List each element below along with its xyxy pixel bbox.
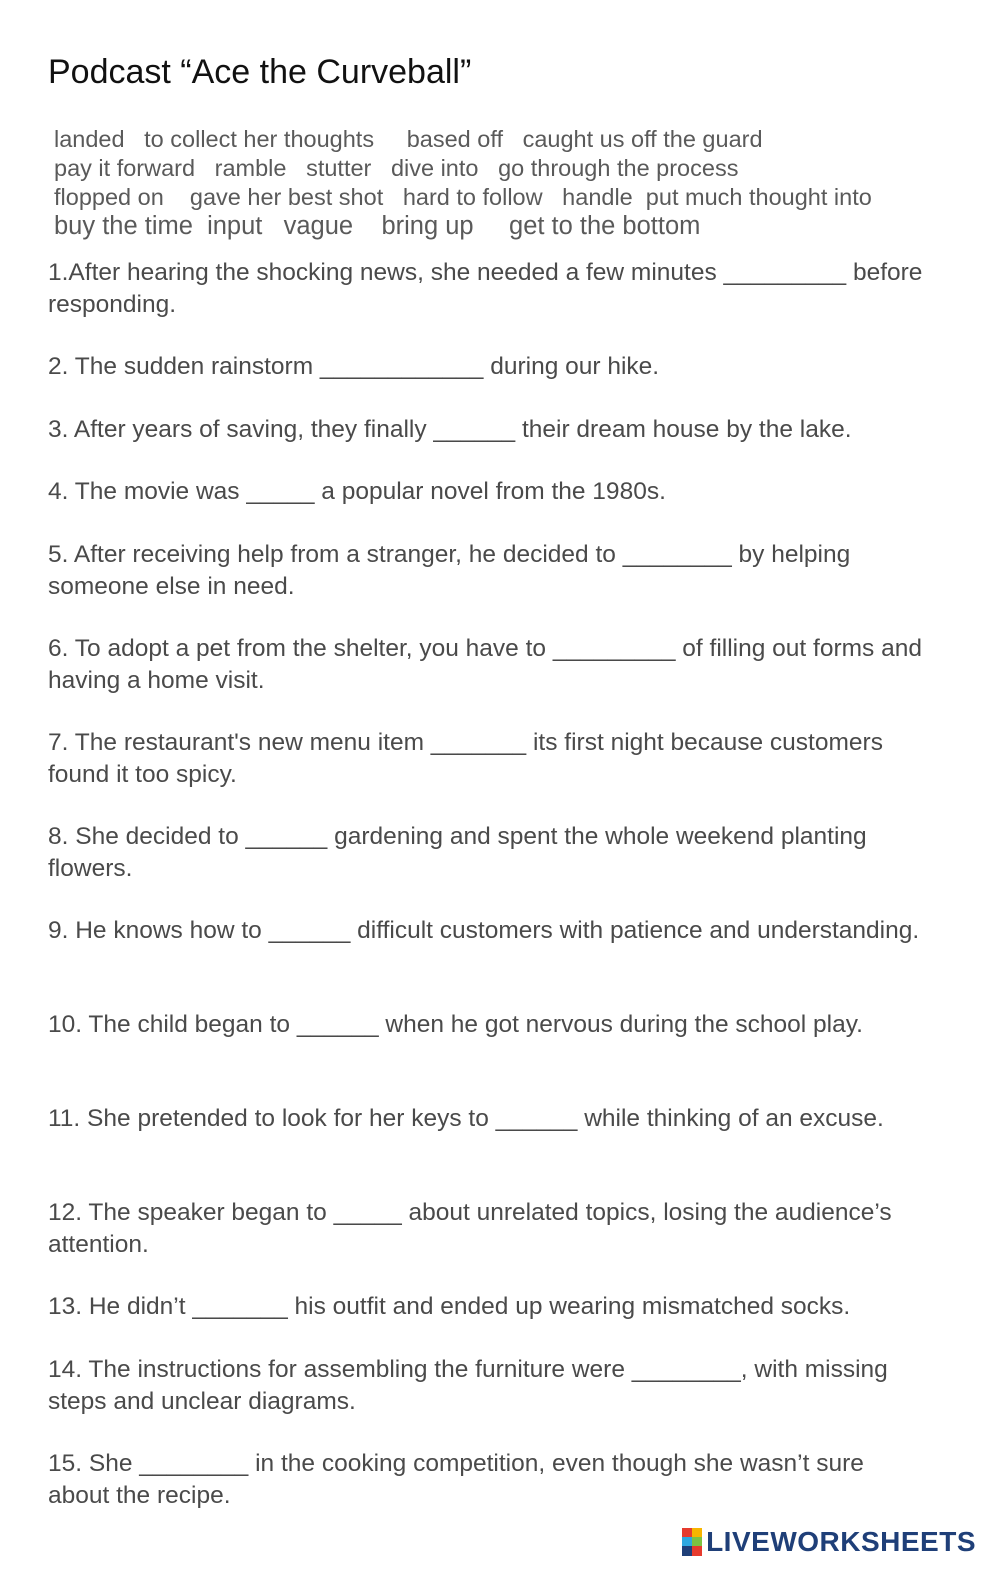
- word-bank-row: flopped on gave her best shot hard to follow handle put much thought into: [54, 184, 872, 210]
- word-bank-row: landed to collect her thoughts based off caught us off the guard: [54, 126, 763, 152]
- question-8: 8. She decided to ______ gardening and spent the whole weekend planting flowers.: [48, 823, 874, 882]
- question-10: 10. The child began to ______ when he got nervous during the school play.: [48, 1011, 863, 1038]
- liveworksheets-logo: [682, 1526, 976, 1558]
- question-9: 9. He knows how to ______ difficult customers with patience and understanding.: [48, 917, 920, 944]
- question-5: 5. After receiving help from a stranger, he decided to ________ by helping someone else in need.: [48, 541, 858, 600]
- page-title: Podcast “Ace the Curveball”: [48, 53, 472, 91]
- brand-name: LIVEWORKSHEETS: [706, 1526, 976, 1557]
- question-3: 3. After years of saving, they finally ______ their dream house by the lake.: [48, 416, 852, 443]
- word-bank-row: pay it forward ramble stutter dive into go through the process: [54, 155, 739, 181]
- question-11: 11. She pretended to look for her keys to ______ while thinking of an excuse.: [48, 1105, 884, 1132]
- question-4: 4. The movie was _____ a popular novel from the 1980s.: [48, 478, 666, 505]
- word-bank-row: buy the time input vague bring up get to the bottom: [54, 212, 701, 240]
- question-13: 13. He didn’t _______ his outfit and ended up wearing mismatched socks.: [48, 1293, 851, 1320]
- question-12: 12. The speaker began to _____ about unrelated topics, losing the audience’s attention.: [48, 1199, 899, 1258]
- question-7: 7. The restaurant's new menu item _______ its first night because customers found it too spicy.: [48, 729, 890, 788]
- question-2: 2. The sudden rainstorm ____________ during our hike.: [48, 353, 660, 380]
- question-6: 6. To adopt a pet from the shelter, you have to _________ of filling out forms and having a home visit.: [48, 635, 929, 694]
- liveworksheets-logo-icon: [682, 1528, 702, 1556]
- question-14: 14. The instructions for assembling the furniture were ________, with missing steps and unclear diagrams.: [48, 1356, 895, 1415]
- question-1: 1.After hearing the shocking news, she needed a few minutes _________ before responding.: [48, 259, 930, 318]
- question-15: 15. She ________ in the cooking competition, even though she wasn’t sure about the recipe.: [48, 1450, 871, 1509]
